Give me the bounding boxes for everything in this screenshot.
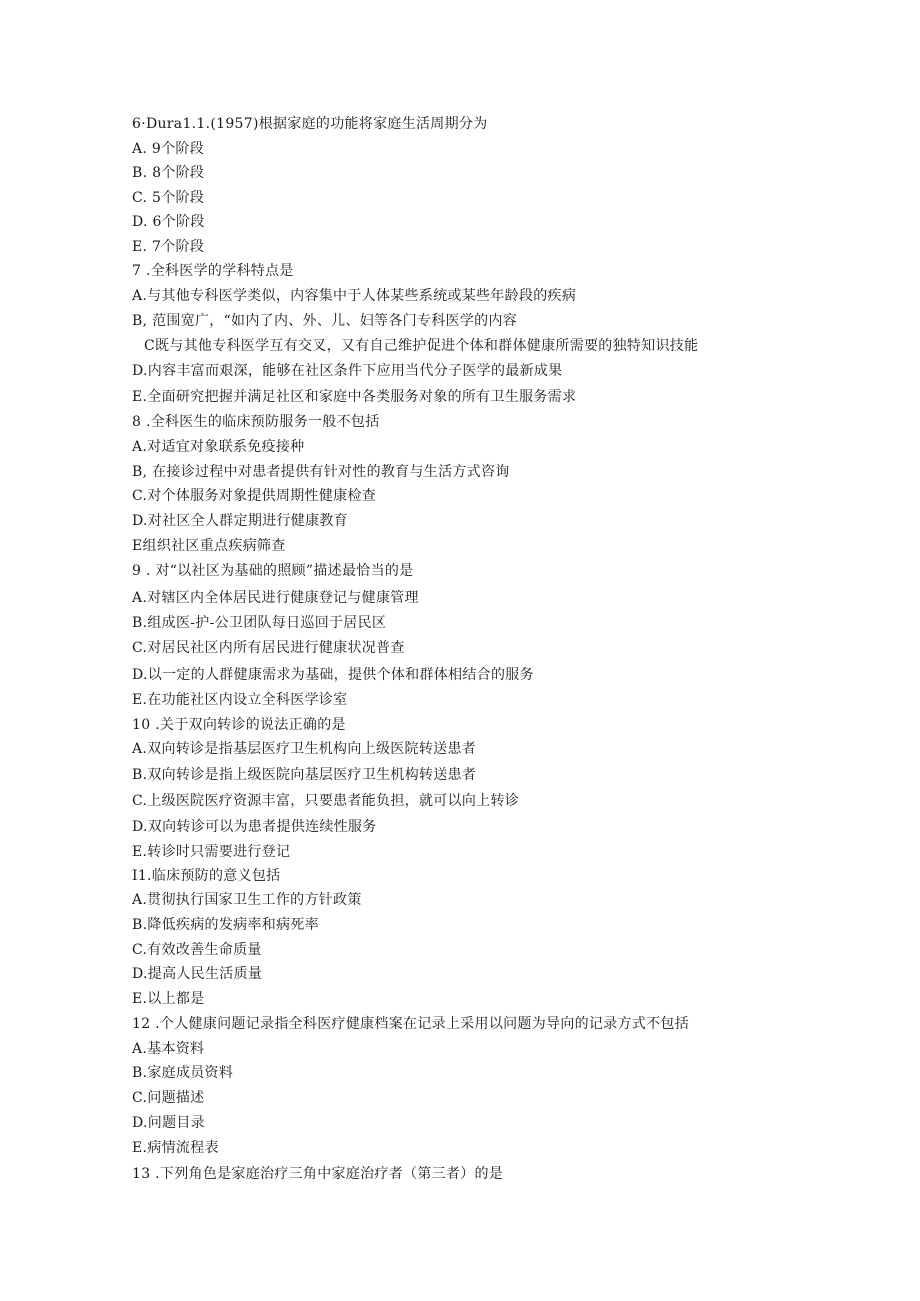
question-12-option-a: A.基本资料 [132,1041,205,1057]
question-7-option-a: A.与其他专科医学类似，内容集中于人体某些系统或某些年龄段的疾病 [132,288,577,304]
question-13-stem: 13 .下列角色是家庭治疗三角中家庭治疗者（第三者）的是 [132,1166,504,1182]
question-6-option-d: D. 6个阶段 [132,214,205,230]
question-9-stem: 9 . 对“以社区为基础的照顾”描述最恰当的是 [132,563,414,579]
question-11-option-d: D.提高人民生活质量 [132,966,263,982]
question-10-option-d: D.双向转诊可以为患者提供连续性服务 [132,819,377,835]
question-9-option-a: A.对辖区内全体居民进行健康登记与健康管理 [132,590,419,606]
question-8-option-b: B, 在接诊过程中对患者提供有针对性的教育与生活方式咨询 [132,464,510,480]
question-6-option-a: A. 9个阶段 [132,141,205,157]
question-9-option-d: D.以一定的人群健康需求为基础，提供个体和群体相结合的服务 [132,667,534,683]
question-8-option-d: D.对社区全人群定期进行健康教育 [132,513,348,529]
question-9-option-b: B.组成医-护-公卫团队每日巡回于居民区 [132,615,387,631]
question-10-option-c: C.上级医院医疗资源丰富，只要患者能负担，就可以向上转诊 [132,793,520,809]
question-11-stem: I1.临床预防的意义包括 [132,868,281,884]
question-7-option-e: E.全面研究把握并满足社区和家庭中各类服务对象的所有卫生服务需求 [132,389,577,405]
question-9-option-e: E.在功能社区内设立全科医学诊室 [132,692,348,708]
question-11-option-a: A.贯彻执行国家卫生工作的方针政策 [132,892,362,908]
question-10-option-a: A.双向转诊是指基层医疗卫生机构向上级医院转送患者 [132,741,477,757]
question-11-option-e: E.以上都是 [132,991,205,1007]
question-6-option-c: C. 5个阶段 [132,190,205,206]
question-8-option-e: E组织社区重点疾病筛查 [132,538,286,554]
question-11-option-b: B.降低疾病的发病率和病死率 [132,917,319,933]
question-8-option-a: A.对适宜对象联系免疫接种 [132,439,305,455]
question-10-stem: 10 .关于双向转诊的说法正确的是 [132,717,346,733]
question-10-option-e: E.转诊时只需要进行登记 [132,844,291,860]
question-12-option-e: E.病情流程表 [132,1140,219,1156]
question-10-option-b: B.双向转诊是指上级医院向基层医疗卫生机构转送患者 [132,767,477,783]
question-12-option-d: D.问题目录 [132,1115,205,1131]
question-11-option-c: C.有效改善生命质量 [132,942,262,958]
question-6-option-e: E. 7个阶段 [132,239,205,255]
question-6-stem: 6·Dura1.1.(1957)根据家庭的功能将家庭生活周期分为 [132,116,488,132]
question-8-option-c: C.对个体服务对象提供周期性健康检查 [132,488,377,504]
question-7-option-c: C既与其他专科医学互有交叉，又有自己维护促进个体和群体健康所需要的独特知识技能 [144,338,699,354]
question-7-option-b: B, 范围宽广，“如内了内、外、儿、妇等各门专科医学的内容 [132,313,518,329]
question-7-stem: 7 .全科医学的学科特点是 [132,263,294,279]
question-12-stem: 12 .个人健康问题记录指全科医疗健康档案在记录上采用以问题为导向的记录方式不包括 [132,1016,690,1032]
question-8-stem: 8 .全科医生的临床预防服务一般不包括 [132,414,380,430]
question-7-option-d: D.内容丰富而艰深，能够在社区条件下应用当代分子医学的最新成果 [132,363,563,379]
question-12-option-c: C.问题描述 [132,1090,205,1106]
question-9-option-c: C.对居民社区内所有居民进行健康状况普查 [132,640,405,656]
question-6-option-b: B. 8个阶段 [132,165,205,181]
question-12-option-b: B.家庭成员资料 [132,1065,234,1081]
